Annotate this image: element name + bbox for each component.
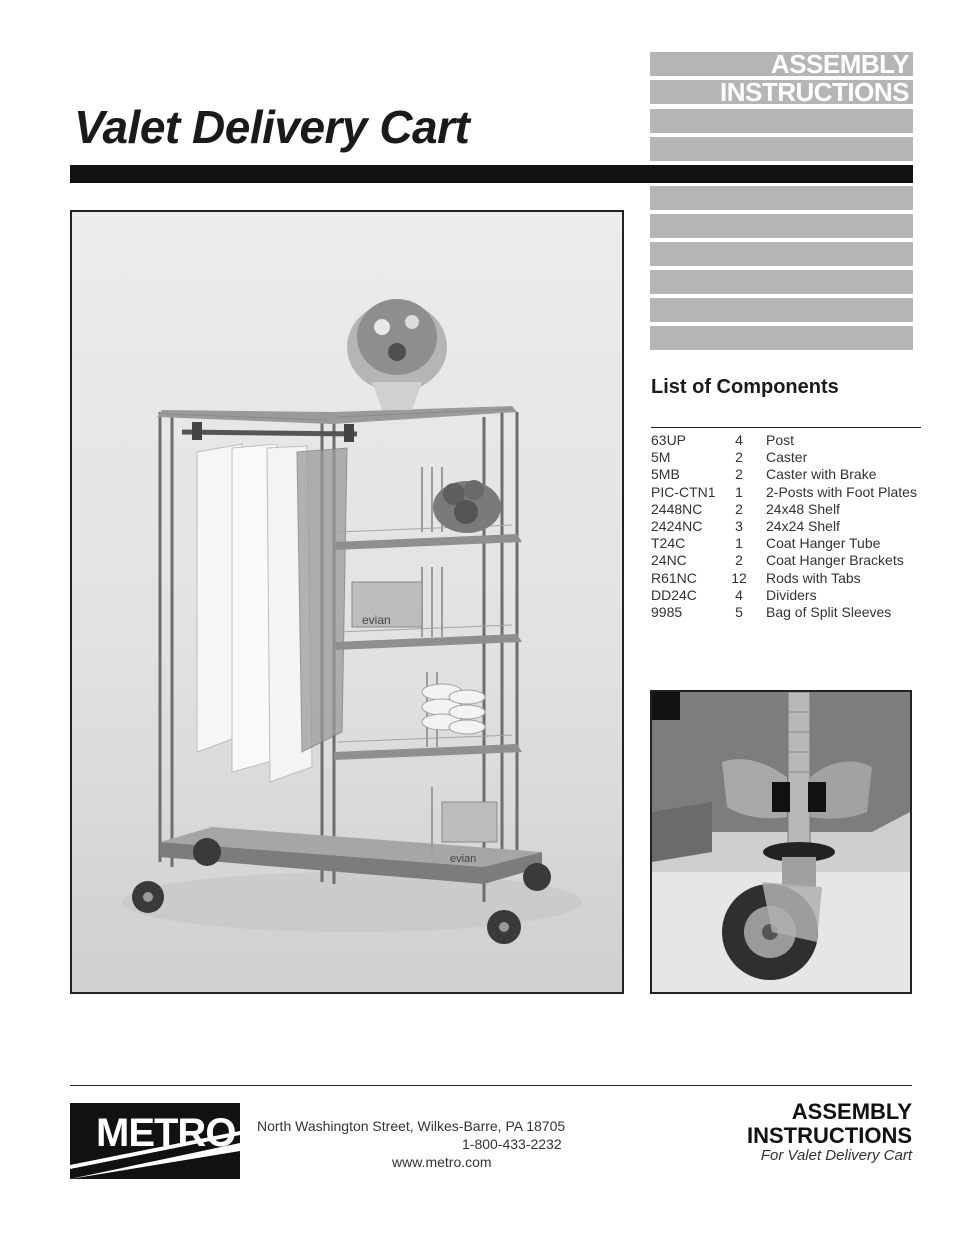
component-row [651, 449, 926, 466]
component-desc: Coat Hanger Tube [766, 535, 881, 552]
component-row [651, 432, 926, 449]
components-rule [651, 427, 921, 428]
step-badge [652, 692, 680, 720]
component-code: 2448NC [651, 500, 703, 517]
component-row [651, 484, 926, 501]
component-desc: Rods with Tabs [766, 569, 861, 586]
header-instructions: INSTRUCTIONS [720, 77, 909, 107]
component-desc: 2-Posts with Foot Plates [766, 483, 917, 500]
component-desc: Caster with Brake [766, 466, 877, 483]
company-website[interactable]: www.metro.com [392, 1154, 492, 1170]
component-code: 9985 [651, 603, 683, 620]
header-bar-4 [650, 137, 913, 161]
components-heading: List of Components [651, 376, 839, 398]
header-bar-6 [650, 214, 913, 238]
title-rule [70, 165, 913, 183]
component-row [651, 570, 926, 587]
component-qty: 2 [735, 552, 743, 569]
header-assembly: ASSEMBLY [770, 49, 909, 79]
header-bar-9 [650, 298, 913, 322]
footer-title-line2: INSTRUCTIONS [747, 1123, 912, 1148]
cart-photo [70, 210, 624, 994]
component-qty: 2 [735, 466, 743, 483]
component-code: R61NC [651, 569, 697, 586]
component-qty: 1 [735, 483, 743, 500]
component-desc: Dividers [766, 586, 817, 603]
footer-title-line1: ASSEMBLY [791, 1099, 912, 1124]
component-code: 5MB [651, 466, 680, 483]
component-desc: 24x24 Shelf [766, 517, 840, 534]
component-qty: 1 [735, 535, 743, 552]
header-bar-5 [650, 186, 913, 210]
component-desc: Bag of Split Sleeves [766, 603, 892, 620]
component-qty: 12 [731, 569, 747, 586]
component-row [651, 518, 926, 535]
header-bar-7 [650, 242, 913, 266]
component-row [651, 501, 926, 518]
component-qty: 4 [735, 586, 743, 603]
component-qty: 2 [735, 449, 743, 466]
header-bar-10 [650, 326, 913, 350]
component-desc: Post [766, 432, 795, 448]
component-row [651, 604, 926, 621]
component-code: PIC-CTN1 [651, 483, 716, 500]
component-desc: Coat Hanger Brackets [766, 552, 904, 569]
company-address: North Washington Street, Wilkes-Barre, PA 18705 [257, 1118, 566, 1134]
metro-logo [70, 1103, 240, 1179]
component-row [651, 535, 926, 552]
header-bar-2 [650, 77, 913, 107]
component-row [651, 587, 926, 604]
component-qty: 3 [735, 517, 743, 534]
evian-label-2: evian [450, 853, 477, 865]
footer-subtitle: For Valet Delivery Cart [760, 1147, 912, 1164]
component-code: 2424NC [651, 517, 703, 534]
header-bar-8 [650, 270, 913, 294]
footer-rule [70, 1085, 912, 1086]
component-desc: 24x48 Shelf [766, 500, 840, 517]
footer-title [747, 1100, 912, 1148]
component-code: T24C [651, 535, 686, 552]
components-table [651, 432, 926, 621]
logo-text: METRO [96, 1111, 236, 1155]
component-row [651, 552, 926, 569]
component-code: DD24C [651, 586, 697, 603]
caster-illustration [652, 692, 910, 992]
caster-step-photo [650, 690, 912, 994]
component-code: 5M [651, 449, 671, 466]
component-code: 63UP [651, 432, 687, 448]
component-row [651, 466, 926, 483]
company-phone: 1-800-433-2232 [462, 1136, 562, 1152]
component-desc: Caster [766, 449, 808, 466]
component-qty: 5 [735, 603, 743, 620]
component-code: 24NC [651, 552, 687, 569]
component-qty: 2 [735, 500, 743, 517]
cart-illustration [72, 212, 622, 992]
header-bar-1 [650, 49, 913, 79]
evian-label-1: evian [362, 613, 391, 627]
component-qty: 4 [735, 432, 743, 448]
page-title: Valet Delivery Cart [74, 101, 470, 153]
header-bar-3 [650, 109, 913, 133]
